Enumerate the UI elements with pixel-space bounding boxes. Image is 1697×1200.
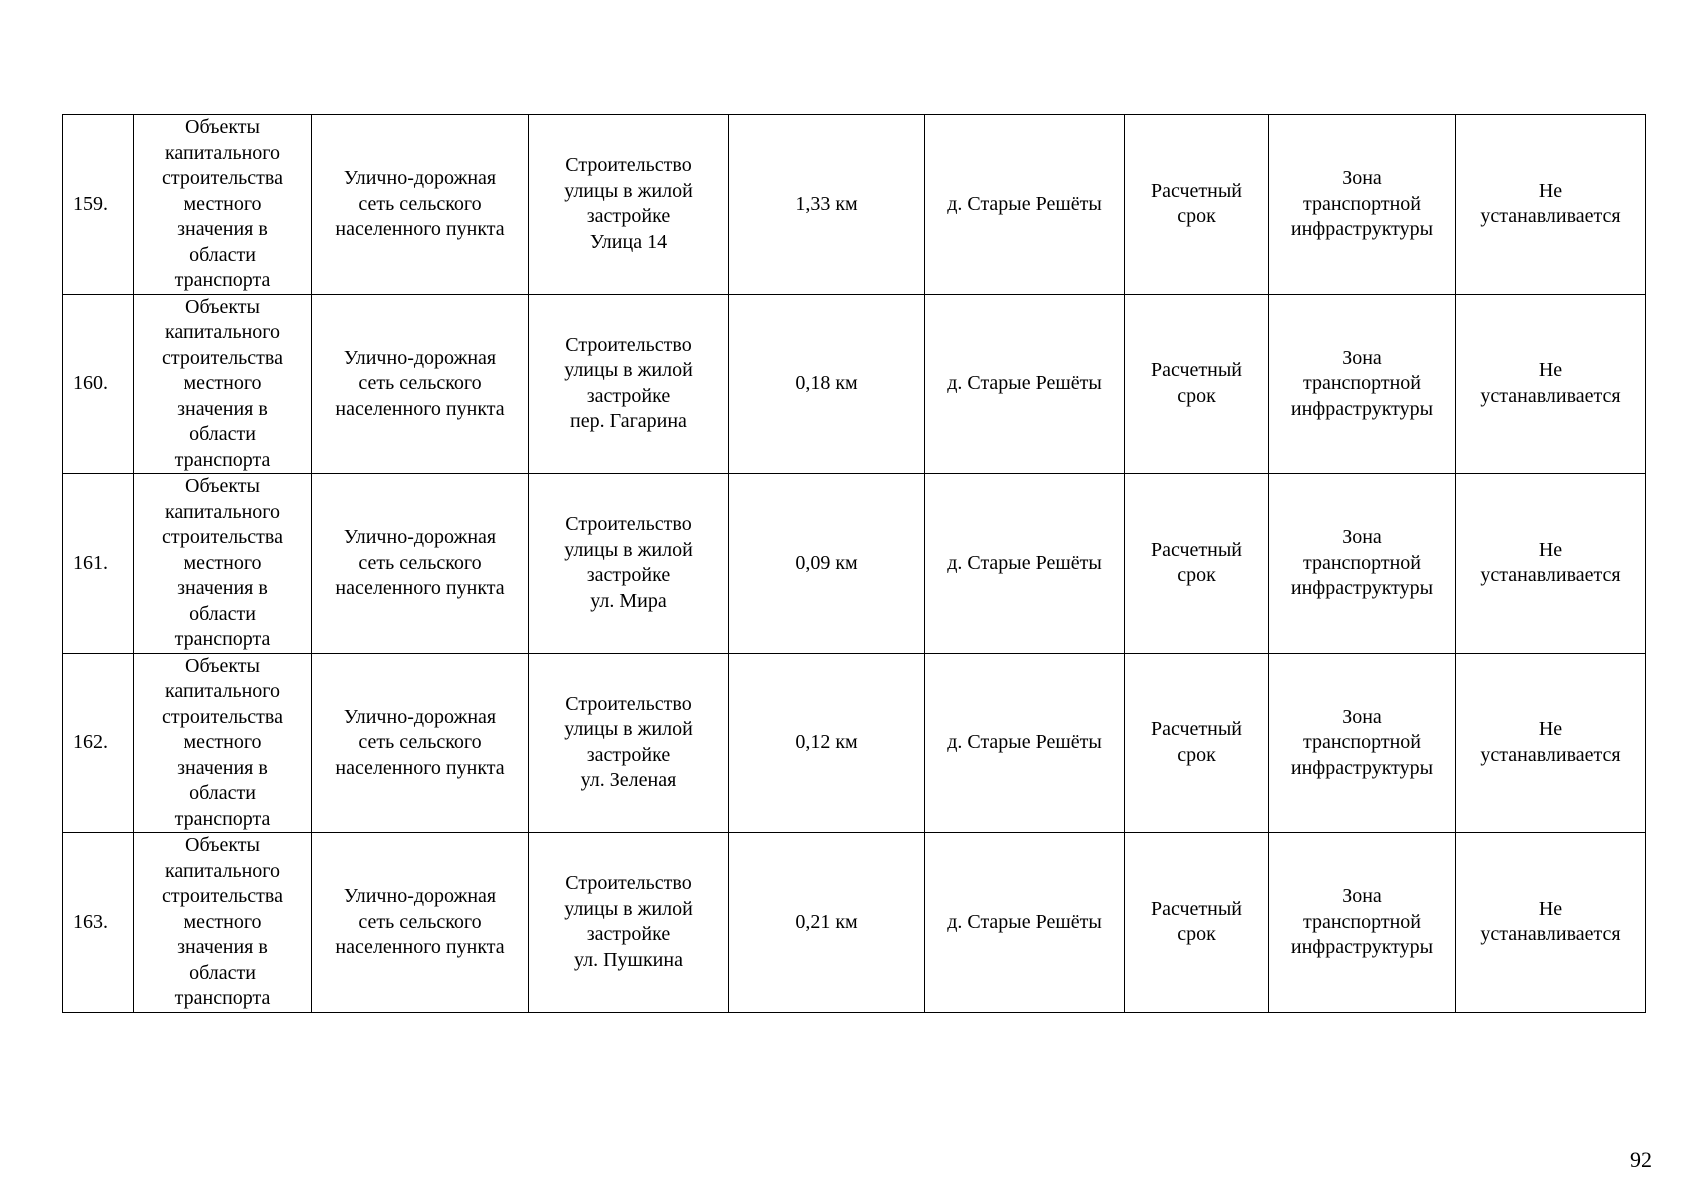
term-cell: Расчетный срок [1125, 833, 1269, 1013]
row-number-cell: 163. [63, 833, 134, 1013]
zone-cell: Зона транспортной инфраструктуры [1269, 653, 1456, 833]
length-cell: 0,09 км [729, 474, 925, 654]
zone-cell: Зона транспортной инфраструктуры [1269, 294, 1456, 474]
length-cell: 0,21 км [729, 833, 925, 1013]
purpose-cell: Улично-дорожная сеть сельского населенного пункта [312, 653, 529, 833]
object-type-cell: Объекты капитального строительства местного значения в области транспорта [134, 833, 312, 1013]
row-number-cell: 161. [63, 474, 134, 654]
table-body [63, 115, 1646, 1013]
zone-cell: Зона транспортной инфраструктуры [1269, 474, 1456, 654]
term-cell: Расчетный срок [1125, 294, 1269, 474]
table-row [63, 653, 1646, 833]
object-name-cell: Строительство улицы в жилой застройке пер. Гагарина [529, 294, 729, 474]
length-cell: 0,12 км [729, 653, 925, 833]
table-row [63, 474, 1646, 654]
row-number-cell: 162. [63, 653, 134, 833]
page-number: 92 [1630, 1147, 1652, 1172]
term-cell: Расчетный срок [1125, 115, 1269, 295]
zone-cell: Зона транспортной инфраструктуры [1269, 833, 1456, 1013]
purpose-cell: Улично-дорожная сеть сельского населенного пункта [312, 474, 529, 654]
object-name-cell: Строительство улицы в жилой застройке ул. Зеленая [529, 653, 729, 833]
object-type-cell: Объекты капитального строительства местного значения в области транспорта [134, 474, 312, 654]
object-type-cell: Объекты капитального строительства местного значения в области транспорта [134, 294, 312, 474]
protection-zone-cell: Не устанавливается [1456, 653, 1646, 833]
term-cell: Расчетный срок [1125, 474, 1269, 654]
length-cell: 1,33 км [729, 115, 925, 295]
purpose-cell: Улично-дорожная сеть сельского населенного пункта [312, 294, 529, 474]
object-name-cell: Строительство улицы в жилой застройке Улица 14 [529, 115, 729, 295]
location-cell: д. Старые Решёты [925, 474, 1125, 654]
zone-cell: Зона транспортной инфраструктуры [1269, 115, 1456, 295]
location-cell: д. Старые Решёты [925, 833, 1125, 1013]
table-row [63, 294, 1646, 474]
protection-zone-cell: Не устанавливается [1456, 115, 1646, 295]
object-type-cell: Объекты капитального строительства местного значения в области транспорта [134, 115, 312, 295]
row-number-cell: 160. [63, 294, 134, 474]
location-cell: д. Старые Решёты [925, 115, 1125, 295]
purpose-cell: Улично-дорожная сеть сельского населенного пункта [312, 833, 529, 1013]
term-cell: Расчетный срок [1125, 653, 1269, 833]
location-cell: д. Старые Решёты [925, 653, 1125, 833]
protection-zone-cell: Не устанавливается [1456, 294, 1646, 474]
object-name-cell: Строительство улицы в жилой застройке ул. Мира [529, 474, 729, 654]
length-cell: 0,18 км [729, 294, 925, 474]
table-row [63, 833, 1646, 1013]
object-name-cell: Строительство улицы в жилой застройке ул. Пушкина [529, 833, 729, 1013]
object-type-cell: Объекты капитального строительства местного значения в области транспорта [134, 653, 312, 833]
table-row [63, 115, 1646, 295]
protection-zone-cell: Не устанавливается [1456, 474, 1646, 654]
location-cell: д. Старые Решёты [925, 294, 1125, 474]
row-number-cell: 159. [63, 115, 134, 295]
purpose-cell: Улично-дорожная сеть сельского населенного пункта [312, 115, 529, 295]
objects-table [62, 114, 1646, 1013]
protection-zone-cell: Не устанавливается [1456, 833, 1646, 1013]
